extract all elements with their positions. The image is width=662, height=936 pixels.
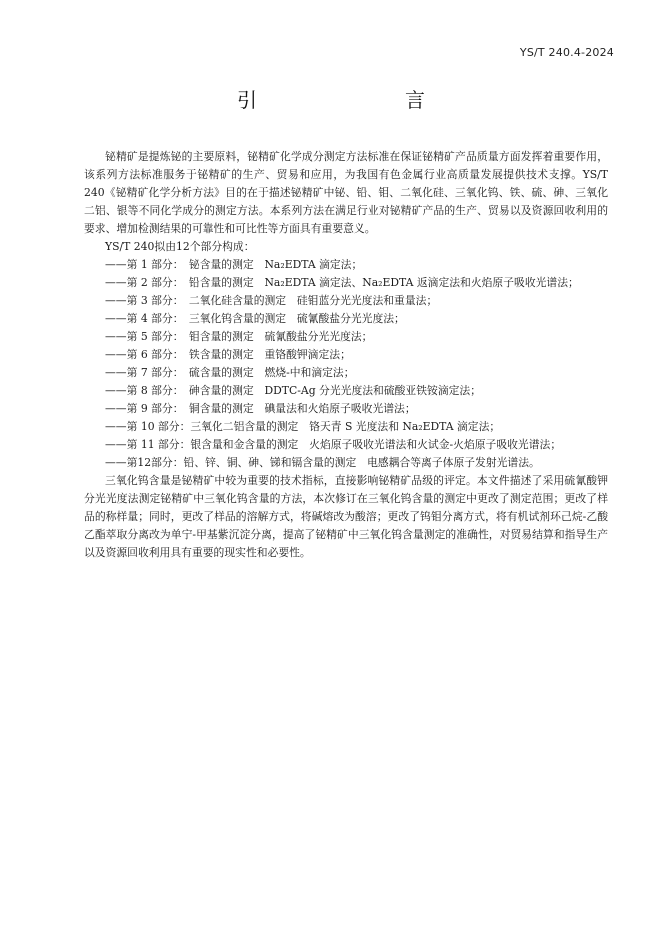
standard-code: YS/T 240.4-2024 xyxy=(519,46,614,59)
part-item-10: ——第 10 部分：三氧化二铝含量的测定 铬天青 S 光度法和 Na₂EDTA 滴定法； xyxy=(105,420,501,433)
part-item-8: ——第 8 部分： 砷含量的测定 DDTC-Ag 分光光度法和硫酸亚铁铵滴定法； xyxy=(105,384,482,397)
intro-paragraph: 铋精矿是提炼铋的主要原料，铋精矿化学成分测定方法标准在保证铋精矿产品质量方面发挥着重要作用，该系列方法标准服务于铋精矿的生产、贸易和应用，为我国有色金属行业高质量发展提供技术支撑。YS/T 240《铋精矿化学分析方法》目的在于描述铋精矿中铋、铅、钼、二氧化硅、三氧化钨、铁、硫、砷、三氧化二铝、银等不同化学成分的测定方法。本系列方法在满足行业对铋精矿产品的生产、贸易以及资源回收利用的要求、增加检测结果的可靠性和可比性等方面具有重要意义。 xyxy=(84,150,608,235)
part-item-2: ——第 2 部分： 铅含量的测定 Na₂EDTA 滴定法、Na₂EDTA 返滴定法和火焰原子吸收光谱法； xyxy=(105,276,579,289)
part-item-6: ——第 6 部分： 铁含量的测定 重铬酸钾滴定法； xyxy=(105,348,351,361)
part-item-7: ——第 7 部分： 硫含量的测定 燃烧-中和滴定法； xyxy=(105,366,355,379)
part-item-5: ——第 5 部分： 钼含量的测定 硫氰酸盐分光光度法； xyxy=(105,330,373,343)
parts-list-intro: YS/T 240拟由12个部分构成： xyxy=(105,240,255,253)
closing-paragraph: 三氧化钨含量是铋精矿中较为重要的技术指标，直接影响铋精矿品级的评定。本文件描述了采用硫氰酸钾分光光度法测定铋精矿中三氧化钨含量的方法，本次修订在三氧化钨含量的测定中更改了测定范围；更改了样品的称样量；同时，更改了样品的溶解方式，将碱熔改为酸溶；更改了钨钼分离方式，将有机试剂环己烷-乙酸乙酯萃取分离改为单宁-甲基紫沉淀分离，提高了铋精矿中三氧化钨含量测定的准确性，对贸易结算和指导生产以及资源回收利用具有重要的现实性和必要性。 xyxy=(84,474,608,559)
part-item-4: ——第 4 部分： 三氧化钨含量的测定 硫氰酸盐分光光度法； xyxy=(105,312,405,325)
page-title: 引 言 xyxy=(237,88,461,112)
parts-list xyxy=(84,256,608,472)
part-item-11: ——第 11 部分：银含量和金含量的测定 火焰原子吸收光谱法和火试金-火焰原子吸收光谱法； xyxy=(105,438,562,451)
part-item-9: ——第 9 部分： 铜含量的测定 碘量法和火焰原子吸收光谱法； xyxy=(105,402,416,415)
part-item-3: ——第 3 部分： 二氧化硅含量的测定 硅钼蓝分光光度法和重量法； xyxy=(105,294,438,307)
part-item-12: ——第12部分：铅、锌、铜、砷、锑和镉含量的测定 电感耦合等离子体原子发射光谱法。 xyxy=(105,456,540,469)
part-item-1: ——第 1 部分： 铋含量的测定 Na₂EDTA 滴定法； xyxy=(105,258,363,271)
document-body xyxy=(84,148,608,562)
